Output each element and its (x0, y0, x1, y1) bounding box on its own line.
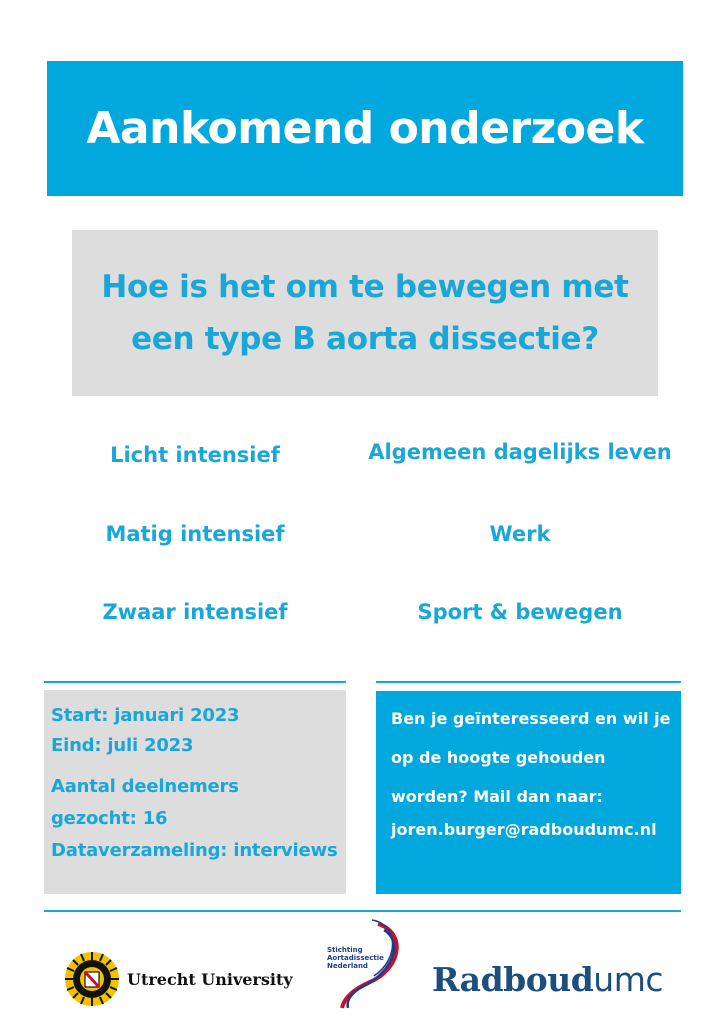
participants-count: gezocht: 16 (51, 808, 168, 829)
stichting-label-2: Aortadissectie (327, 954, 384, 962)
divider-right (376, 681, 681, 683)
radboudumc-logo (432, 960, 663, 999)
topic-daily-life: Algemeen dagelijks leven (368, 440, 672, 464)
participants-label: Aantal deelnemers (51, 776, 239, 797)
divider-left (44, 681, 346, 683)
contact-email-link[interactable]: joren.burger@radboudumc.nl (391, 820, 657, 839)
study-info-panel (44, 690, 346, 894)
contact-line-3: worden? Mail dan naar: (391, 787, 603, 806)
question-line-2: een type B aorta dissectie? (131, 321, 599, 357)
footer-divider (44, 910, 681, 912)
contact-line-2: op de hoogte gehouden (391, 748, 606, 767)
topic-work: Werk (489, 522, 551, 546)
contact-panel (376, 691, 681, 894)
stichting-label-1: Stichting (327, 946, 363, 954)
radboud-wordmark: Radboud (432, 960, 594, 999)
question-box (72, 230, 658, 396)
start-date: Start: januari 2023 (51, 705, 240, 726)
end-date: Eind: juli 2023 (51, 735, 194, 756)
data-collection: Dataverzameling: interviews (51, 840, 338, 861)
question-line-1: Hoe is het om te bewegen met (101, 269, 629, 305)
contact-line-1: Ben je geïnteresseerd en wil je (391, 709, 671, 728)
utrecht-university-name: Utrecht University (127, 970, 293, 989)
title-banner (47, 61, 683, 196)
topic-moderate-intensity: Matig intensief (105, 522, 285, 546)
umc-wordmark: umc (593, 960, 664, 999)
stichting-label-3: Nederland (327, 962, 368, 970)
topic-light-intensity: Licht intensief (110, 443, 280, 467)
utrecht-university-seal-icon (64, 951, 120, 1007)
topic-sport: Sport & bewegen (417, 600, 623, 624)
page-title: Aankomend onderzoek (86, 103, 644, 154)
research-question (101, 261, 628, 365)
topic-heavy-intensity: Zwaar intensief (102, 600, 288, 624)
